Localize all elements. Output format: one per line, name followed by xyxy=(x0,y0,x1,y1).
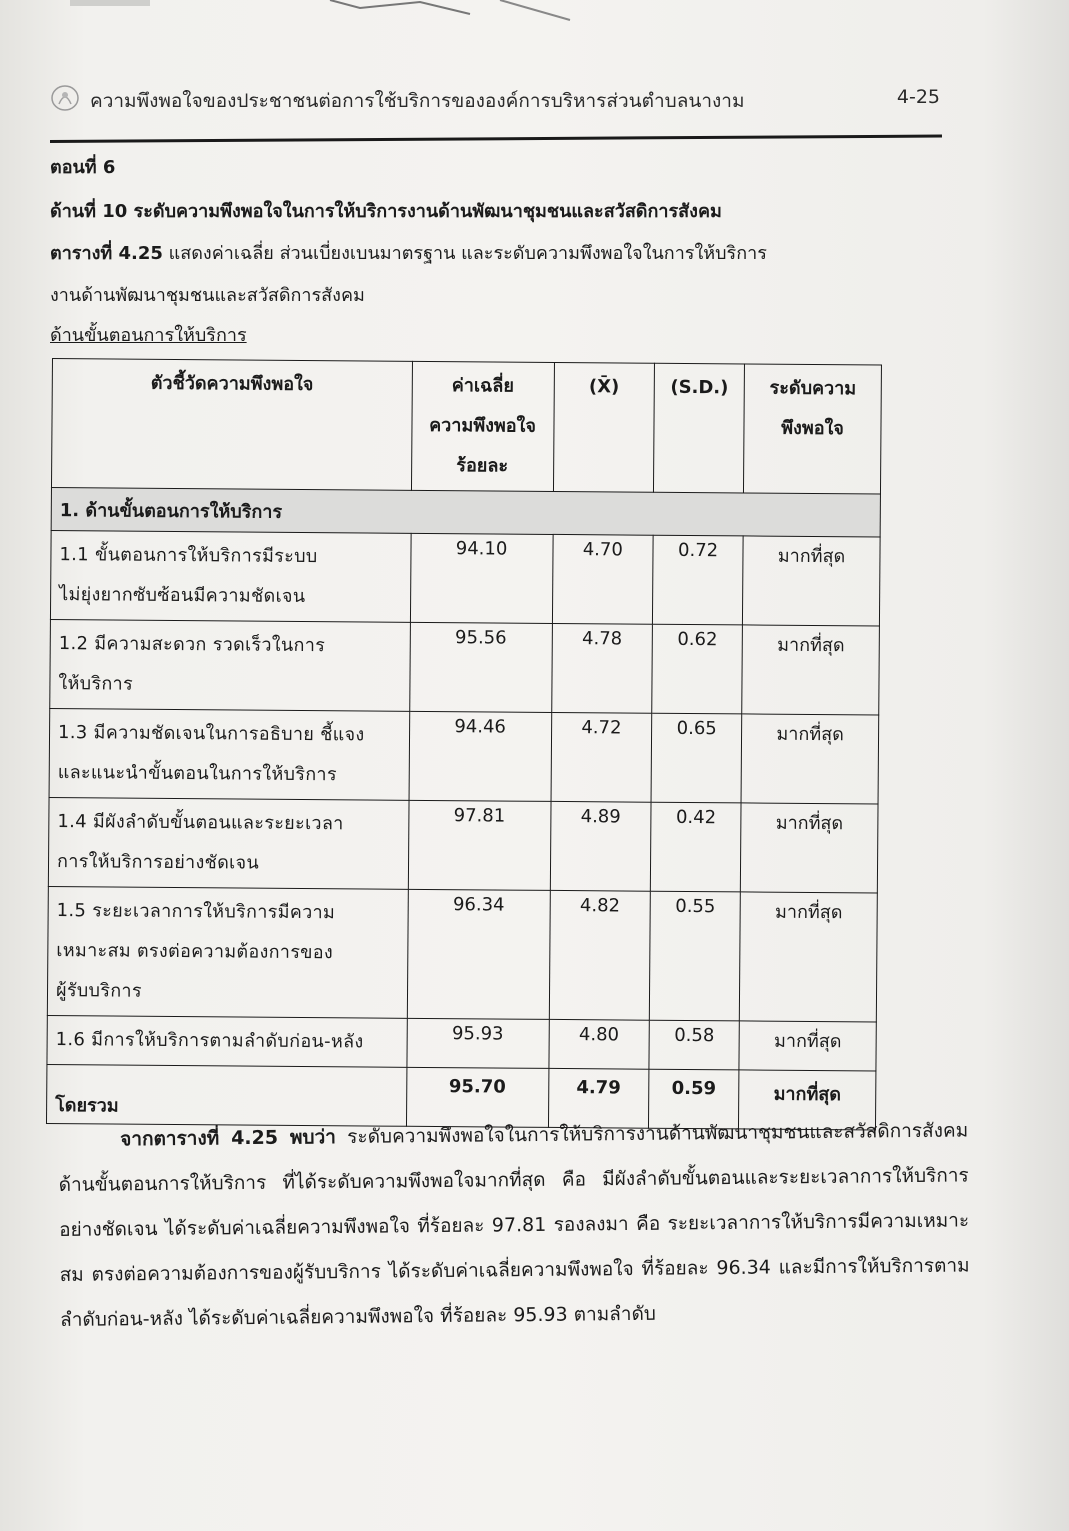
header-divider xyxy=(50,135,942,143)
mean-cell: 4.80 xyxy=(548,1019,649,1069)
percent-cell: 95.56 xyxy=(409,622,552,712)
sd-cell: 0.65 xyxy=(651,713,742,803)
header-indicator: ตัวชี้วัดความพึงพอใจ xyxy=(51,359,412,491)
total-sd: 0.59 xyxy=(649,1069,740,1129)
organization-seal-icon xyxy=(50,84,80,112)
page-number: 4-25 xyxy=(896,86,940,108)
percent-cell: 95.93 xyxy=(407,1018,549,1068)
total-level: มากที่สุด xyxy=(739,1070,876,1130)
paragraph-body: ระดับความพึงพอใจในการให้บริการงานด้านพัฒนาชุมชนและสวัสดิการสังคม ด้านขั้นตอนการให้บริการ ที่ได้ระดับความพึงพอใจมากที่สุด คือ มีผังลำดับขั้นตอนและระยะเวลาการให้บริการอย่างชัดเจน ได้ระดับค่าเฉลี่ยความพึงพอใจ ที่ร้อยละ 97.81 รองลงมา คือ ระยะเวลาการให้บริการมีความเหมาะสม ตรงต่อความต้องการของผู้รับบริการ ได้ระดับค่าเฉลี่ยความพึงพอใจ ที่ร้อยละ 96.34 และมีการให้บริการตามลำดับก่อน-หลัง ได้ระดับค่าเฉลี่ยความพึงพอใจ ที่ร้อยละ 95.93 ตามลำดับ xyxy=(58,1119,970,1331)
header-level: ระดับความ พึงพอใจ xyxy=(744,364,882,494)
table-header-row xyxy=(51,359,881,495)
table-row xyxy=(49,708,879,804)
sd-cell: 0.58 xyxy=(649,1020,740,1070)
table-caption xyxy=(50,238,767,267)
mean-cell: 4.89 xyxy=(550,801,651,891)
header-sd: (S.D.) xyxy=(654,363,745,493)
indicator-cell: 1.5 ระยะเวลาการให้บริการมีความ เหมาะสม ตรงต่อความต้องการของ ผู้รับบริการ xyxy=(47,886,408,1018)
total-mean: 4.79 xyxy=(548,1068,649,1128)
table-caption-line1: แสดงค่าเฉลี่ย ส่วนเบี่ยงเบนมาตรฐาน และระดับความพึงพอใจในการให้บริการ xyxy=(168,243,767,264)
table-row xyxy=(50,619,880,715)
level-cell: มากที่สุด xyxy=(739,1021,876,1071)
mean-cell: 4.72 xyxy=(551,712,652,802)
section-subheading: ด้านขั้นตอนการให้บริการ xyxy=(50,325,247,346)
total-label: โดยรวม xyxy=(46,1064,406,1126)
header-mean: (X̄) xyxy=(553,362,655,492)
sd-cell: 0.72 xyxy=(652,535,743,625)
table-row xyxy=(50,530,880,626)
total-percent: 95.70 xyxy=(406,1067,548,1127)
level-cell: มากที่สุด xyxy=(740,892,878,1022)
table-row xyxy=(47,1015,876,1071)
satisfaction-table xyxy=(46,358,882,1130)
indicator-cell: 1.6 มีการให้บริการตามลำดับก่อน-หลัง xyxy=(47,1015,407,1067)
indicator-cell: 1.4 มีผังลำดับขั้นตอนและระยะเวลา การให้บริการอย่างชัดเจน xyxy=(48,797,408,889)
header-title: ความพึงพอใจของประชาชนต่อการใช้บริการขององค์การบริหารส่วนตำบลนางาม xyxy=(90,90,745,112)
percent-cell: 94.10 xyxy=(410,533,553,623)
sd-cell: 0.62 xyxy=(652,624,743,714)
indicator-cell: 1.1 ขั้นตอนการให้บริการมีระบบ ไม่ยุ่งยากซับซ้อนมีความชัดเจน xyxy=(50,530,410,622)
part-label: ตอนที่ 6 xyxy=(50,157,116,178)
table-caption-line2: งานด้านพัฒนาชุมชนและสวัสดิการสังคม xyxy=(50,285,365,306)
level-cell: มากที่สุด xyxy=(741,714,879,804)
indicator-cell: 1.3 มีความชัดเจนในการอธิบาย ชี้แจง และแนะนำขั้นตอนในการให้บริการ xyxy=(49,708,409,800)
page-header xyxy=(50,78,940,118)
table-row xyxy=(47,886,877,1022)
mean-cell: 4.70 xyxy=(552,534,653,624)
level-cell: มากที่สุด xyxy=(741,803,879,893)
page-top-scrap-marks xyxy=(0,0,1069,30)
sd-cell: 0.42 xyxy=(650,802,741,892)
section-row xyxy=(51,487,880,537)
percent-cell: 94.46 xyxy=(409,711,552,801)
indicator-cell: 1.2 มีความสะดวก รวดเร็วในการ ให้บริการ xyxy=(50,619,410,711)
table-number: ตารางที่ 4.25 xyxy=(50,243,163,264)
summary-paragraph xyxy=(58,1108,970,1343)
mean-cell: 4.82 xyxy=(549,890,651,1020)
paragraph-lead: จากตารางที่ 4.25 พบว่า xyxy=(120,1126,336,1151)
level-cell: มากที่สุด xyxy=(742,625,880,715)
aspect-heading: ด้านที่ 10 ระดับความพึงพอใจในการให้บริการงานด้านพัฒนาชุมชนและสวัสดิการสังคม xyxy=(50,201,722,222)
level-cell: มากที่สุด xyxy=(743,536,881,626)
percent-cell: 96.34 xyxy=(407,889,550,1019)
mean-cell: 4.78 xyxy=(551,623,652,713)
sd-cell: 0.55 xyxy=(649,891,740,1021)
percent-cell: 97.81 xyxy=(408,800,551,890)
table-row xyxy=(48,797,878,893)
section-title: 1. ด้านขั้นตอนการให้บริการ xyxy=(51,487,880,537)
header-percent: ค่าเฉลี่ย ความพึงพอใจ ร้อยละ xyxy=(411,361,554,491)
